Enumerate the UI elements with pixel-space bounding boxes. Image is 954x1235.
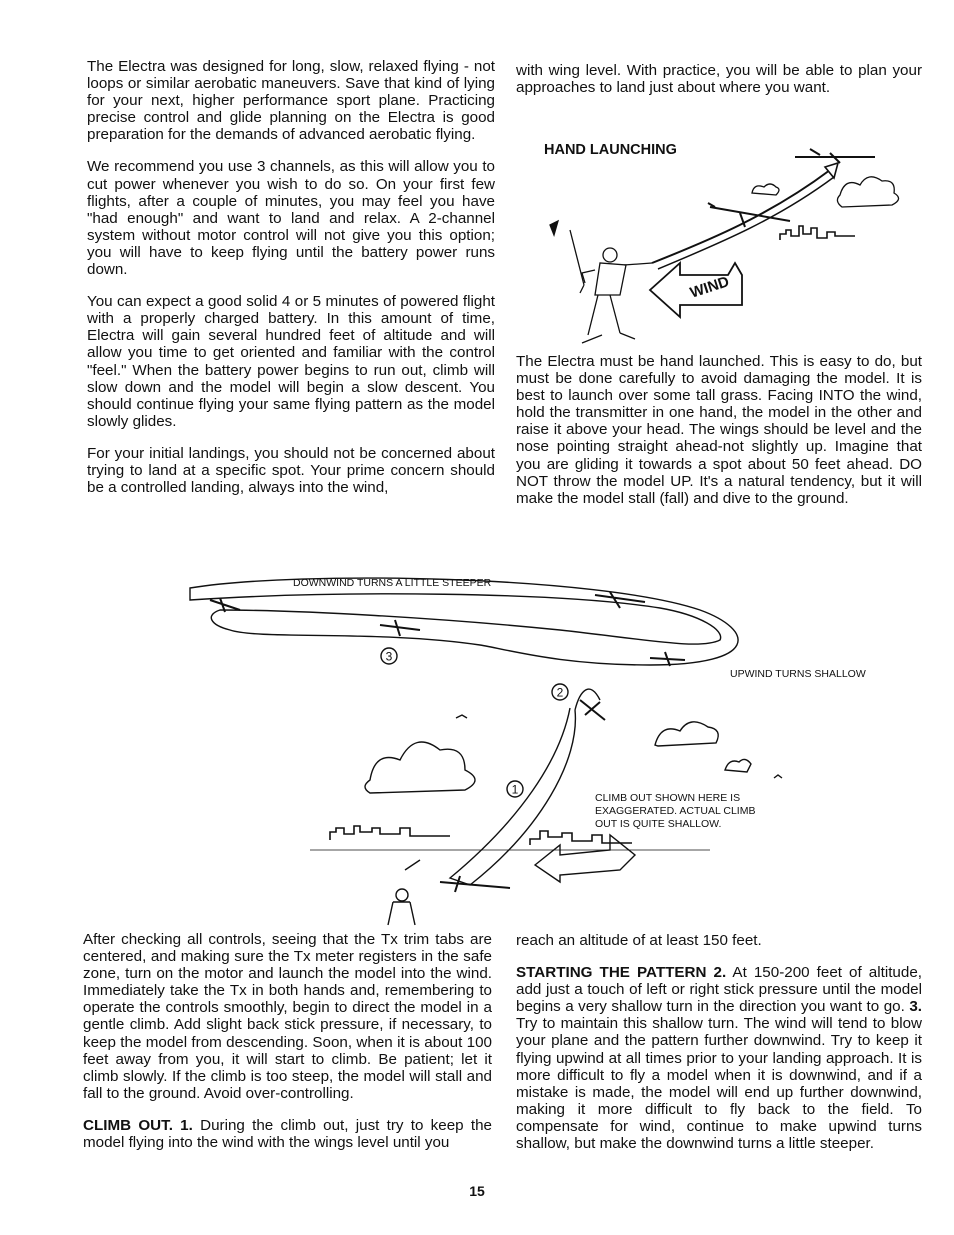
label-climb-line-2: EXAGGERATED. ACTUAL CLIMB (595, 805, 756, 817)
paragraph-approach: with wing level. With practice, you will be able to plan your approaches to land just about where you want. (516, 62, 922, 97)
hand-launch-illustration (540, 145, 920, 350)
skyline-right (530, 831, 632, 845)
skyline-left (330, 826, 450, 840)
step-3-label: 3. (909, 998, 922, 1016)
marker-1: 1 (511, 782, 519, 797)
paragraph-altitude: reach an altitude of at least 150 feet. (516, 932, 762, 949)
paragraph-flight-time: You can expect a good solid 4 or 5 minutes of powered flight with a properly charged battery. In this amount of time, Electra will gain several hundred feet of altitude and will allow you time to get oriented and familiar with the control "feel." When the battery power begins to run out, climb will slow down and the model will begin a slow descent. You should continue flying your same flying pattern as the model slowly glides. (87, 293, 495, 430)
wind-arrow-icon-2 (535, 835, 635, 882)
plane-2 (580, 700, 605, 720)
pilot-figure-icon (603, 248, 617, 262)
label-climb-line-3: OUT IS QUITE SHALLOW. (595, 818, 722, 830)
starting-pattern-text-a: At 150-200 feet of altitude, add just a touch of left or right stick pressure until the model begins a very shallow turn in the direction you want to go. (516, 964, 922, 1016)
climb-out-heading: CLIMB OUT. 1. (83, 1116, 193, 1134)
cloud-small-icon (752, 184, 779, 195)
pattern-loop (190, 578, 738, 665)
paragraph-starting-pattern (516, 964, 922, 1152)
cloud-right-icon (837, 177, 898, 207)
climb-out-text: During the climb out, just try to keep the model flying into the wind with the wings level until you (83, 1116, 492, 1152)
paragraph-climb-out (83, 1117, 492, 1151)
left-column-bottom (83, 931, 492, 1151)
paragraph-landings: For your initial landings, you should not be concerned about trying to land at a specific spot. Your prime concern should be a controlled landing, always into the wind, (87, 444, 495, 497)
label-climb-line-1: CLIMB OUT SHOWN HERE IS (595, 792, 741, 804)
plane-middle (708, 203, 790, 227)
label-downwind: DOWNWIND TURNS A LITTLE STEEPER (293, 577, 492, 589)
transmitter-icon (570, 230, 584, 293)
starting-pattern-text-b: Try to maintain this shallow turn. The wind will tend to blow your plane and the pattern further downwind. Try to keep it flying upwind at all times prior to your landing approach. It is more difficult to fly a model when it is downwind, and if a mistake is made, the model will end up further downwind, making it more difficult to fly back to the field. To compensate for wind, continue to make upwind turns shallow, but make the downwind turns a little steeper. (516, 1015, 922, 1153)
plane-5 (595, 592, 645, 608)
starting-pattern-heading: STARTING THE PATTERN 2. (516, 964, 727, 982)
left-column-top (87, 58, 495, 496)
right-column-bottom (516, 932, 922, 1152)
flight-pattern-diagram (180, 570, 900, 930)
right-column-top (516, 62, 922, 96)
paragraph-hand-launch: The Electra must be hand launched. This is easy to do, but must be done carefully to avoid damaging the model. It is best to launch over some tall grass. Facing INTO the wind, hold the transmitter in one hand, the model in the other and raise it above your head. The wings should be level and the nose pointing straight ahead-not slightly up. Imagine that you are gliding it towards a spot about 50 feet ahead. DO NOT throw the model UP. It's a natural tendency, but it will make the model stall (fall) and dive to the ground. (516, 353, 922, 507)
cloud-right-icon-2 (655, 722, 718, 746)
marker-3: 3 (385, 649, 393, 664)
paragraph-design: The Electra was designed for long, slow, relaxed flying - not loops or similar aerobatic maneuvers. Save that kind of lying for your next, higher performance sport plane. Practicing precise control and glide planning on the Electra is good preparation for the demands of advanced aerobatic flying. (87, 58, 495, 144)
paragraph-takeoff: After checking all controls, seeing that the Tx trim tabs are centered, and making sure the Tx meter registers in the safe zone, turn on the motor and launch the model into the wind. Immediately take the Tx in both hands and, remembering to operate the controls smoothly, begin to direct the model in a gentle climb. Add slight back stick pressure, if necessary, to keep the model from descending. Soon, when it is about 100 feet away from you, it will start to climb. Be patient; let it climb slowly. If the climb is too steep, the model will stall and fall to the ground. Avoid over-controlling. (83, 931, 492, 1102)
pilot-figure-icon-2 (396, 889, 408, 901)
right-column-mid (516, 353, 922, 507)
wind-label: WIND (688, 273, 732, 302)
page-number: 15 (469, 1183, 485, 1199)
paragraph-channels: We recommend you use 3 channels, as this will allow you to cut power whenever you wish to do so. On your first few flights, after a couple of minutes, you may feel you have "had enough" and want to land and relax. A 2-channel system without motor control will not give you this option; you will have to keep flying until the battery power runs down. (87, 158, 495, 279)
hand-launching-heading: HAND LAUNCHING (544, 142, 677, 158)
plane-top (795, 149, 875, 163)
marker-2: 2 (556, 685, 564, 700)
skyline (780, 226, 855, 240)
label-upwind: UPWIND TURNS SHALLOW (730, 668, 866, 680)
cloud-left-icon (365, 742, 475, 793)
plane-3 (380, 620, 420, 636)
bird-icon (456, 715, 782, 778)
